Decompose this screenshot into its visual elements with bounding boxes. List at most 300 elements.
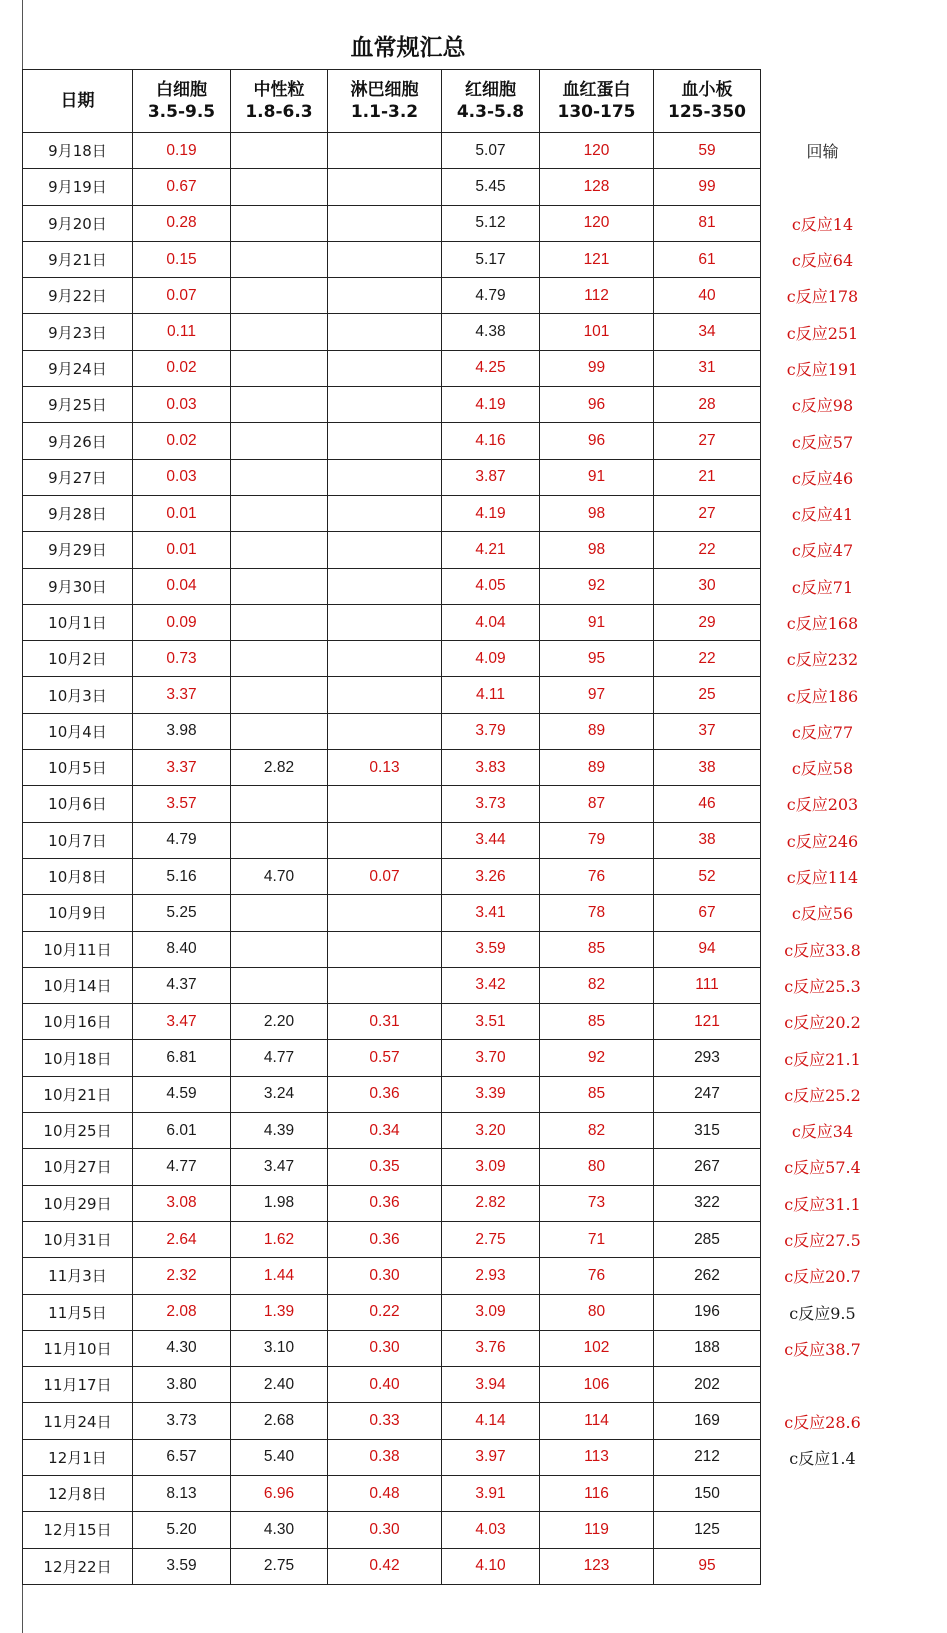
cell-neu [231, 532, 328, 568]
cell-plt: 22 [654, 532, 761, 568]
cell-date: 9月19日 [23, 169, 133, 205]
column-header-name: 红细胞 [465, 80, 516, 100]
cell-remark: c反应57 [791, 432, 854, 452]
cell-rbc: 3.44 [442, 822, 540, 858]
column-header-range: 1.1-3.2 [350, 102, 419, 122]
cell-lym [328, 786, 442, 822]
column-header-name: 淋巴细胞 [350, 80, 419, 100]
cell-rbc: 3.09 [442, 1294, 540, 1330]
cell-neu: 2.20 [231, 1004, 328, 1040]
column-header-wbc [133, 70, 231, 133]
cell-lym: 0.36 [328, 1221, 442, 1257]
cell-plt: 52 [654, 858, 761, 894]
column-header-hgb [540, 70, 654, 133]
table-row [23, 895, 885, 931]
cell-rbc: 3.73 [442, 786, 540, 822]
column-header-lym [328, 70, 442, 133]
cell-neu [231, 895, 328, 931]
cell-rbc: 4.16 [442, 423, 540, 459]
cell-plt: 150 [654, 1475, 761, 1511]
cell-rbc: 3.39 [442, 1076, 540, 1112]
cell-plt: 34 [654, 314, 761, 350]
cell-lym [328, 241, 442, 277]
cell-lym [328, 133, 442, 169]
cell-remark: c反应232 [786, 650, 859, 670]
cell-date: 10月25日 [23, 1113, 133, 1149]
cell-hgb: 78 [540, 895, 654, 931]
cell-wbc: 0.02 [133, 423, 231, 459]
cell-rbc: 4.10 [442, 1548, 540, 1584]
cell-plt: 38 [654, 750, 761, 786]
cell-remark [761, 1512, 885, 1548]
cell-plt: 31 [654, 350, 761, 386]
cell-rbc: 3.94 [442, 1367, 540, 1403]
cell-rbc: 4.25 [442, 350, 540, 386]
cell-remark: c反应34 [791, 1122, 854, 1142]
cell-date: 10月8日 [23, 858, 133, 894]
cell-date: 11月24日 [23, 1403, 133, 1439]
table-row [23, 532, 885, 568]
cell-neu: 1.98 [231, 1185, 328, 1221]
cell-lym [328, 350, 442, 386]
cell-wbc: 5.25 [133, 895, 231, 931]
table-row [23, 1149, 885, 1185]
cell-hgb: 85 [540, 1004, 654, 1040]
cell-lym [328, 314, 442, 350]
cell-plt: 22 [654, 641, 761, 677]
cell-remark: c反应21.1 [784, 1049, 861, 1069]
cell-plt: 40 [654, 278, 761, 314]
table-row [23, 350, 885, 386]
cell-remark: c反应47 [791, 541, 854, 561]
column-header-range: 125-350 [667, 102, 747, 122]
cell-plt: 30 [654, 568, 761, 604]
cell-neu: 4.77 [231, 1040, 328, 1076]
cell-rbc: 3.79 [442, 713, 540, 749]
cell-plt: 212 [654, 1439, 761, 1475]
table-row [23, 786, 885, 822]
cell-rbc: 3.97 [442, 1439, 540, 1475]
cell-plt: 46 [654, 786, 761, 822]
cell-date: 12月22日 [23, 1548, 133, 1584]
cell-wbc: 4.37 [133, 967, 231, 1003]
cell-date: 10月9日 [23, 895, 133, 931]
cell-lym [328, 423, 442, 459]
cell-wbc: 0.15 [133, 241, 231, 277]
cell-lym: 0.34 [328, 1113, 442, 1149]
cell-rbc: 3.91 [442, 1475, 540, 1511]
table-row [23, 241, 885, 277]
table-row [23, 1403, 885, 1439]
cell-neu [231, 133, 328, 169]
cell-hgb: 98 [540, 532, 654, 568]
cell-lym [328, 677, 442, 713]
cell-remark: c反应33.8 [784, 940, 861, 960]
cell-hgb: 116 [540, 1475, 654, 1511]
column-header-range: 130-175 [557, 102, 636, 122]
cell-neu [231, 931, 328, 967]
cell-remark: c反应98 [791, 396, 854, 416]
cell-neu [231, 387, 328, 423]
table-row [23, 205, 885, 241]
cell-neu [231, 495, 328, 531]
cell-rbc: 3.51 [442, 1004, 540, 1040]
watermark [566, 1588, 796, 1622]
cell-hgb: 96 [540, 423, 654, 459]
cell-rbc: 3.59 [442, 931, 540, 967]
cell-remark: 回输 [806, 142, 839, 162]
cell-plt: 67 [654, 895, 761, 931]
cell-remark: c反应27.5 [784, 1231, 861, 1251]
cell-wbc: 4.59 [133, 1076, 231, 1112]
cell-plt: 61 [654, 241, 761, 277]
cell-lym [328, 713, 442, 749]
cell-hgb: 128 [540, 169, 654, 205]
cell-hgb: 79 [540, 822, 654, 858]
cell-lym: 0.07 [328, 858, 442, 894]
cell-rbc: 4.79 [442, 278, 540, 314]
cell-plt: 37 [654, 713, 761, 749]
cell-lym [328, 169, 442, 205]
cell-date: 10月21日 [23, 1076, 133, 1112]
cell-plt: 94 [654, 931, 761, 967]
cell-remark: c反应57.4 [784, 1158, 861, 1178]
column-header-plt [654, 70, 761, 133]
cell-lym [328, 532, 442, 568]
cell-neu [231, 967, 328, 1003]
cell-wbc: 3.59 [133, 1548, 231, 1584]
column-header-name: 中性粒 [253, 80, 305, 100]
cell-lym [328, 967, 442, 1003]
cell-hgb: 112 [540, 278, 654, 314]
cell-rbc: 5.12 [442, 205, 540, 241]
cell-hgb: 96 [540, 387, 654, 423]
cell-neu: 2.68 [231, 1403, 328, 1439]
cell-remark: c反应191 [786, 359, 859, 379]
cell-plt: 125 [654, 1512, 761, 1548]
cell-remark: c反应20.2 [784, 1013, 861, 1033]
cell-lym [328, 895, 442, 931]
cell-date: 11月3日 [23, 1258, 133, 1294]
cell-date: 10月3日 [23, 677, 133, 713]
table-row [23, 495, 885, 531]
cell-neu [231, 169, 328, 205]
table-row [23, 387, 885, 423]
cell-rbc: 3.76 [442, 1330, 540, 1366]
cell-neu: 2.40 [231, 1367, 328, 1403]
cell-wbc: 8.13 [133, 1475, 231, 1511]
cell-wbc: 0.02 [133, 350, 231, 386]
cell-hgb: 114 [540, 1403, 654, 1439]
cell-lym: 0.38 [328, 1439, 442, 1475]
cell-lym [328, 568, 442, 604]
cell-remark: c反应71 [791, 577, 854, 597]
cell-lym: 0.57 [328, 1040, 442, 1076]
cell-rbc: 2.93 [442, 1258, 540, 1294]
cell-rbc: 4.09 [442, 641, 540, 677]
cell-lym: 0.35 [328, 1149, 442, 1185]
cell-hgb: 80 [540, 1149, 654, 1185]
column-header-name: 血红蛋白 [562, 80, 631, 100]
cell-date: 10月31日 [23, 1221, 133, 1257]
cell-remark: c反应25.2 [784, 1085, 861, 1105]
cell-lym: 0.42 [328, 1548, 442, 1584]
cell-wbc: 5.20 [133, 1512, 231, 1548]
cell-rbc: 4.14 [442, 1403, 540, 1439]
cell-neu: 6.96 [231, 1475, 328, 1511]
cell-lym: 0.30 [328, 1330, 442, 1366]
cell-plt: 169 [654, 1403, 761, 1439]
cell-remark [761, 1367, 885, 1403]
cell-plt: 29 [654, 604, 761, 640]
table-body [23, 133, 885, 1585]
cell-lym [328, 604, 442, 640]
cell-date: 10月11日 [23, 931, 133, 967]
cell-neu [231, 822, 328, 858]
cell-rbc: 3.42 [442, 967, 540, 1003]
cell-hgb: 87 [540, 786, 654, 822]
cell-neu: 3.47 [231, 1149, 328, 1185]
cell-plt: 267 [654, 1149, 761, 1185]
cell-date: 12月8日 [23, 1475, 133, 1511]
table-row [23, 459, 885, 495]
table-row [23, 604, 885, 640]
cell-hgb: 99 [540, 350, 654, 386]
cell-hgb: 85 [540, 1076, 654, 1112]
cell-plt: 322 [654, 1185, 761, 1221]
cell-wbc: 0.67 [133, 169, 231, 205]
cell-hgb: 80 [540, 1294, 654, 1330]
cell-remark: c反应168 [786, 614, 859, 633]
cell-plt: 121 [654, 1004, 761, 1040]
table-row [23, 1439, 885, 1475]
cell-neu [231, 205, 328, 241]
cell-wbc: 3.57 [133, 786, 231, 822]
cell-date: 9月26日 [23, 423, 133, 459]
cell-plt: 59 [654, 133, 761, 169]
cell-wbc: 0.03 [133, 387, 231, 423]
cell-remark: c反应203 [786, 795, 859, 815]
cell-neu: 4.70 [231, 858, 328, 894]
cell-lym: 0.48 [328, 1475, 442, 1511]
cell-remark: c反应20.7 [784, 1267, 861, 1287]
column-header-range: 1.8-6.3 [245, 102, 313, 122]
table-row [23, 858, 885, 894]
cell-wbc: 3.47 [133, 1004, 231, 1040]
cell-plt: 315 [654, 1113, 761, 1149]
cell-wbc: 2.08 [133, 1294, 231, 1330]
table-row [23, 314, 885, 350]
cell-hgb: 102 [540, 1330, 654, 1366]
cell-hgb: 89 [540, 750, 654, 786]
cell-hgb: 101 [540, 314, 654, 350]
cell-date: 9月21日 [23, 241, 133, 277]
cell-wbc: 8.40 [133, 931, 231, 967]
cell-hgb: 85 [540, 931, 654, 967]
cell-rbc: 5.17 [442, 241, 540, 277]
cell-neu [231, 278, 328, 314]
cell-wbc: 4.30 [133, 1330, 231, 1366]
cell-wbc: 4.79 [133, 822, 231, 858]
cell-neu: 4.39 [231, 1113, 328, 1149]
header-row [23, 70, 885, 133]
cell-neu: 2.82 [231, 750, 328, 786]
cell-date: 12月15日 [23, 1512, 133, 1548]
cell-plt: 27 [654, 495, 761, 531]
cell-date: 9月27日 [23, 459, 133, 495]
cell-date: 10月16日 [23, 1004, 133, 1040]
cell-neu [231, 677, 328, 713]
cell-rbc: 3.26 [442, 858, 540, 894]
cell-hgb: 121 [540, 241, 654, 277]
table-row [23, 169, 885, 205]
cell-rbc: 5.07 [442, 133, 540, 169]
cell-hgb: 120 [540, 133, 654, 169]
cell-hgb: 89 [540, 713, 654, 749]
cell-plt: 196 [654, 1294, 761, 1330]
table-row [23, 931, 885, 967]
cell-neu [231, 350, 328, 386]
column-header-remark [761, 70, 885, 133]
cell-wbc: 0.04 [133, 568, 231, 604]
table-row [23, 1113, 885, 1149]
table-row [23, 1330, 885, 1366]
cell-neu [231, 604, 328, 640]
cell-date: 10月18日 [23, 1040, 133, 1076]
cell-remark: c反应58 [791, 759, 854, 779]
cell-hgb: 98 [540, 495, 654, 531]
cell-wbc: 6.01 [133, 1113, 231, 1149]
cell-neu: 1.39 [231, 1294, 328, 1330]
cell-neu [231, 786, 328, 822]
cell-wbc: 3.73 [133, 1403, 231, 1439]
cell-plt: 99 [654, 169, 761, 205]
cell-rbc: 3.20 [442, 1113, 540, 1149]
cell-wbc: 2.64 [133, 1221, 231, 1257]
cell-rbc: 3.87 [442, 459, 540, 495]
cell-wbc: 4.77 [133, 1149, 231, 1185]
cell-hgb: 73 [540, 1185, 654, 1221]
cell-hgb: 91 [540, 604, 654, 640]
cell-wbc: 3.37 [133, 750, 231, 786]
cell-neu: 1.44 [231, 1258, 328, 1294]
cell-neu: 4.30 [231, 1512, 328, 1548]
cell-remark [761, 1475, 885, 1511]
cell-date: 9月28日 [23, 495, 133, 531]
cell-lym [328, 931, 442, 967]
cell-rbc: 5.45 [442, 169, 540, 205]
cell-wbc: 0.01 [133, 532, 231, 568]
cell-date: 10月7日 [23, 822, 133, 858]
cell-lym: 0.36 [328, 1076, 442, 1112]
cell-lym [328, 205, 442, 241]
cell-neu [231, 314, 328, 350]
cell-lym: 0.30 [328, 1512, 442, 1548]
cell-lym [328, 278, 442, 314]
cell-neu [231, 241, 328, 277]
cell-date: 9月30日 [23, 568, 133, 604]
table-row [23, 568, 885, 604]
cell-lym: 0.40 [328, 1367, 442, 1403]
cell-rbc: 2.75 [442, 1221, 540, 1257]
cell-neu: 2.75 [231, 1548, 328, 1584]
cell-rbc: 4.38 [442, 314, 540, 350]
cell-date: 9月29日 [23, 532, 133, 568]
cell-rbc: 4.11 [442, 677, 540, 713]
cell-hgb: 97 [540, 677, 654, 713]
cell-neu: 5.40 [231, 1439, 328, 1475]
table-row [23, 1367, 885, 1403]
table-row [23, 641, 885, 677]
column-header-range: 4.3-5.8 [456, 102, 525, 122]
cell-remark: c反应56 [791, 904, 854, 924]
cell-wbc: 3.98 [133, 713, 231, 749]
cell-plt: 95 [654, 1548, 761, 1584]
cell-date: 11月10日 [23, 1330, 133, 1366]
cell-date: 12月1日 [23, 1439, 133, 1475]
cell-wbc: 3.37 [133, 677, 231, 713]
cell-lym: 0.13 [328, 750, 442, 786]
table-row [23, 1294, 885, 1330]
cell-hgb: 91 [540, 459, 654, 495]
column-header-rbc [442, 70, 540, 133]
cell-plt: 25 [654, 677, 761, 713]
table-row [23, 713, 885, 749]
cell-wbc: 0.03 [133, 459, 231, 495]
table-row [23, 1548, 885, 1584]
cell-hgb: 119 [540, 1512, 654, 1548]
cell-date: 9月18日 [23, 133, 133, 169]
column-header-name: 日期 [60, 91, 95, 111]
cell-neu [231, 423, 328, 459]
cell-plt: 38 [654, 822, 761, 858]
cell-rbc: 3.09 [442, 1149, 540, 1185]
cell-remark: c反应9.5 [789, 1303, 856, 1323]
cell-date: 9月22日 [23, 278, 133, 314]
cell-lym [328, 641, 442, 677]
cell-remark: c反应31.1 [784, 1194, 861, 1214]
cell-remark: c反应1.4 [789, 1448, 856, 1468]
cell-neu: 3.10 [231, 1330, 328, 1366]
cell-plt: 188 [654, 1330, 761, 1366]
cell-date: 10月27日 [23, 1149, 133, 1185]
cell-hgb: 71 [540, 1221, 654, 1257]
cell-date: 9月20日 [23, 205, 133, 241]
cell-wbc: 0.73 [133, 641, 231, 677]
cell-remark: c反应38.7 [784, 1339, 861, 1359]
table-row [23, 1185, 885, 1221]
cell-rbc: 4.21 [442, 532, 540, 568]
cell-remark: c反应28.6 [784, 1412, 861, 1432]
table-row [23, 1512, 885, 1548]
cell-rbc: 4.03 [442, 1512, 540, 1548]
cell-lym: 0.22 [328, 1294, 442, 1330]
cell-remark: c反应178 [786, 287, 859, 307]
cell-neu [231, 568, 328, 604]
cell-hgb: 82 [540, 967, 654, 1003]
cell-wbc: 2.32 [133, 1258, 231, 1294]
cell-rbc: 4.19 [442, 495, 540, 531]
cell-rbc: 4.04 [442, 604, 540, 640]
cell-rbc: 3.83 [442, 750, 540, 786]
cell-hgb: 123 [540, 1548, 654, 1584]
cell-remark: c反应25.3 [784, 976, 861, 996]
table-row [23, 967, 885, 1003]
column-header-name: 血小板 [681, 80, 733, 100]
cell-date: 10月29日 [23, 1185, 133, 1221]
cell-wbc: 5.16 [133, 858, 231, 894]
cell-date: 10月4日 [23, 713, 133, 749]
